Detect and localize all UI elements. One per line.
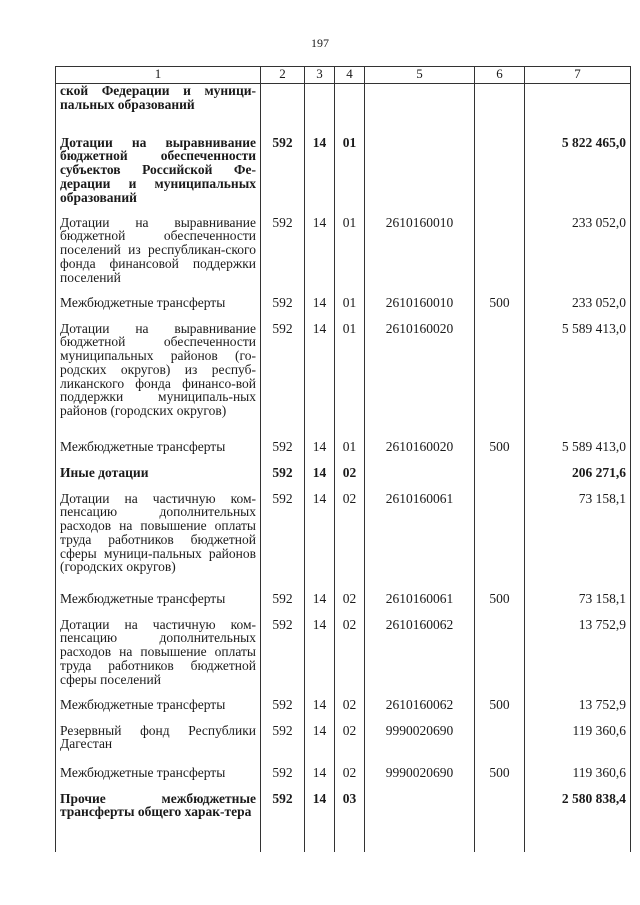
row-code-5	[365, 786, 475, 852]
row-code-4: 02	[335, 760, 365, 786]
table-row	[56, 586, 631, 612]
row-code-4: 03	[335, 786, 365, 852]
row-code-6	[475, 316, 525, 434]
row-name: Межбюджетные трансферты	[56, 760, 261, 786]
row-code-5: 2610160061	[365, 486, 475, 586]
table-row	[56, 612, 631, 692]
row-amount: 5 589 413,0	[525, 316, 631, 434]
row-code-3: 14	[305, 434, 335, 460]
row-code-2: 592	[261, 718, 305, 760]
column-header: 2	[261, 67, 305, 84]
row-amount: 5 822 465,0	[525, 130, 631, 210]
row-code-2: 592	[261, 486, 305, 586]
row-code-5: 9990020690	[365, 760, 475, 786]
column-header: 7	[525, 67, 631, 84]
row-amount: 73 158,1	[525, 586, 631, 612]
table-row	[56, 210, 631, 290]
table-row	[56, 84, 631, 130]
column-header: 5	[365, 67, 475, 84]
table-row	[56, 316, 631, 434]
row-code-5: 2610160010	[365, 210, 475, 290]
page-number: 197	[311, 36, 329, 50]
row-code-4: 02	[335, 586, 365, 612]
row-code-4: 02	[335, 692, 365, 718]
row-code-3: 14	[305, 586, 335, 612]
row-code-5	[365, 84, 475, 130]
table-row	[56, 290, 631, 316]
row-code-5: 2610160061	[365, 586, 475, 612]
row-code-6	[475, 786, 525, 852]
row-code-6: 500	[475, 692, 525, 718]
row-code-4: 01	[335, 316, 365, 434]
row-code-4: 02	[335, 612, 365, 692]
row-code-2: 592	[261, 434, 305, 460]
table-row	[56, 718, 631, 760]
table-row	[56, 486, 631, 586]
row-name: Дотации на выравнивание бюджетной обеспеченности муниципальных районов (го-родских округов) из респуб-ликанского фонда финансо-вой поддержки муниципаль-ных районов (городских округов)	[56, 316, 261, 434]
row-code-4: 01	[335, 210, 365, 290]
row-code-4: 01	[335, 130, 365, 210]
row-amount: 233 052,0	[525, 290, 631, 316]
row-name: ской Федерации и муници-пальных образований	[56, 84, 261, 130]
column-header: 6	[475, 67, 525, 84]
row-name: Дотации на выравнивание бюджетной обеспеченности поселений из республикан-ского фонда финансовой поддержки поселений	[56, 210, 261, 290]
row-amount	[525, 84, 631, 130]
row-code-2: 592	[261, 786, 305, 852]
row-name: Дотации на частичную ком-пенсацию дополнительных расходов на повышение оплаты труда работников бюджетной сферы поселений	[56, 612, 261, 692]
column-header: 4	[335, 67, 365, 84]
row-code-5: 9990020690	[365, 718, 475, 760]
row-code-4: 01	[335, 290, 365, 316]
row-code-4	[335, 84, 365, 130]
row-code-3: 14	[305, 718, 335, 760]
row-code-6	[475, 486, 525, 586]
row-code-6: 500	[475, 760, 525, 786]
row-amount: 2 580 838,4	[525, 786, 631, 852]
row-code-6: 500	[475, 586, 525, 612]
row-amount: 119 360,6	[525, 760, 631, 786]
row-code-2: 592	[261, 316, 305, 434]
row-code-3: 14	[305, 612, 335, 692]
row-name: Межбюджетные трансферты	[56, 692, 261, 718]
row-name: Резервный фонд Республики Дагестан	[56, 718, 261, 760]
row-code-6: 500	[475, 434, 525, 460]
row-code-4: 02	[335, 486, 365, 586]
row-amount: 5 589 413,0	[525, 434, 631, 460]
table-row	[56, 786, 631, 852]
row-code-3: 14	[305, 786, 335, 852]
row-code-2	[261, 84, 305, 130]
row-code-4: 02	[335, 718, 365, 760]
row-code-5	[365, 460, 475, 486]
row-code-2: 592	[261, 692, 305, 718]
row-amount: 119 360,6	[525, 718, 631, 760]
row-code-3: 14	[305, 460, 335, 486]
row-code-5: 2610160020	[365, 434, 475, 460]
row-code-6	[475, 612, 525, 692]
row-code-3: 14	[305, 760, 335, 786]
row-code-5: 2610160062	[365, 692, 475, 718]
row-code-2: 592	[261, 612, 305, 692]
row-code-5	[365, 130, 475, 210]
row-code-3: 14	[305, 130, 335, 210]
table-header-row	[56, 67, 631, 84]
row-amount: 13 752,9	[525, 692, 631, 718]
row-code-6	[475, 210, 525, 290]
row-code-6	[475, 460, 525, 486]
row-code-3: 14	[305, 486, 335, 586]
table-row	[56, 760, 631, 786]
table-row	[56, 434, 631, 460]
row-code-4: 02	[335, 460, 365, 486]
table-row	[56, 130, 631, 210]
row-code-4: 01	[335, 434, 365, 460]
table-row	[56, 460, 631, 486]
row-amount: 13 752,9	[525, 612, 631, 692]
row-code-6	[475, 718, 525, 760]
row-name: Межбюджетные трансферты	[56, 290, 261, 316]
row-code-2: 592	[261, 210, 305, 290]
row-name: Иные дотации	[56, 460, 261, 486]
row-code-3	[305, 84, 335, 130]
row-name: Дотации на выравнивание бюджетной обеспеченности субъектов Российской Фе-дерации и муниципальных образований	[56, 130, 261, 210]
column-header: 3	[305, 67, 335, 84]
row-code-3: 14	[305, 210, 335, 290]
budget-table	[55, 66, 631, 852]
row-name: Дотации на частичную ком-пенсацию дополнительных расходов на повышение оплаты труда работников бюджетной сферы муници-пальных районов (городских округов)	[56, 486, 261, 586]
row-code-3: 14	[305, 316, 335, 434]
row-amount: 206 271,6	[525, 460, 631, 486]
row-code-2: 592	[261, 586, 305, 612]
table-row	[56, 692, 631, 718]
row-code-6	[475, 84, 525, 130]
row-code-6	[475, 130, 525, 210]
row-code-2: 592	[261, 760, 305, 786]
row-code-5: 2610160020	[365, 316, 475, 434]
row-code-5: 2610160062	[365, 612, 475, 692]
row-code-3: 14	[305, 290, 335, 316]
row-name: Межбюджетные трансферты	[56, 434, 261, 460]
row-name: Межбюджетные трансферты	[56, 586, 261, 612]
row-code-3: 14	[305, 692, 335, 718]
row-code-6: 500	[475, 290, 525, 316]
row-code-2: 592	[261, 460, 305, 486]
row-amount: 73 158,1	[525, 486, 631, 586]
column-header: 1	[56, 67, 261, 84]
row-code-2: 592	[261, 130, 305, 210]
row-amount: 233 052,0	[525, 210, 631, 290]
row-code-2: 592	[261, 290, 305, 316]
row-code-5: 2610160010	[365, 290, 475, 316]
row-name: Прочие межбюджетные трансферты общего харак-тера	[56, 786, 261, 852]
